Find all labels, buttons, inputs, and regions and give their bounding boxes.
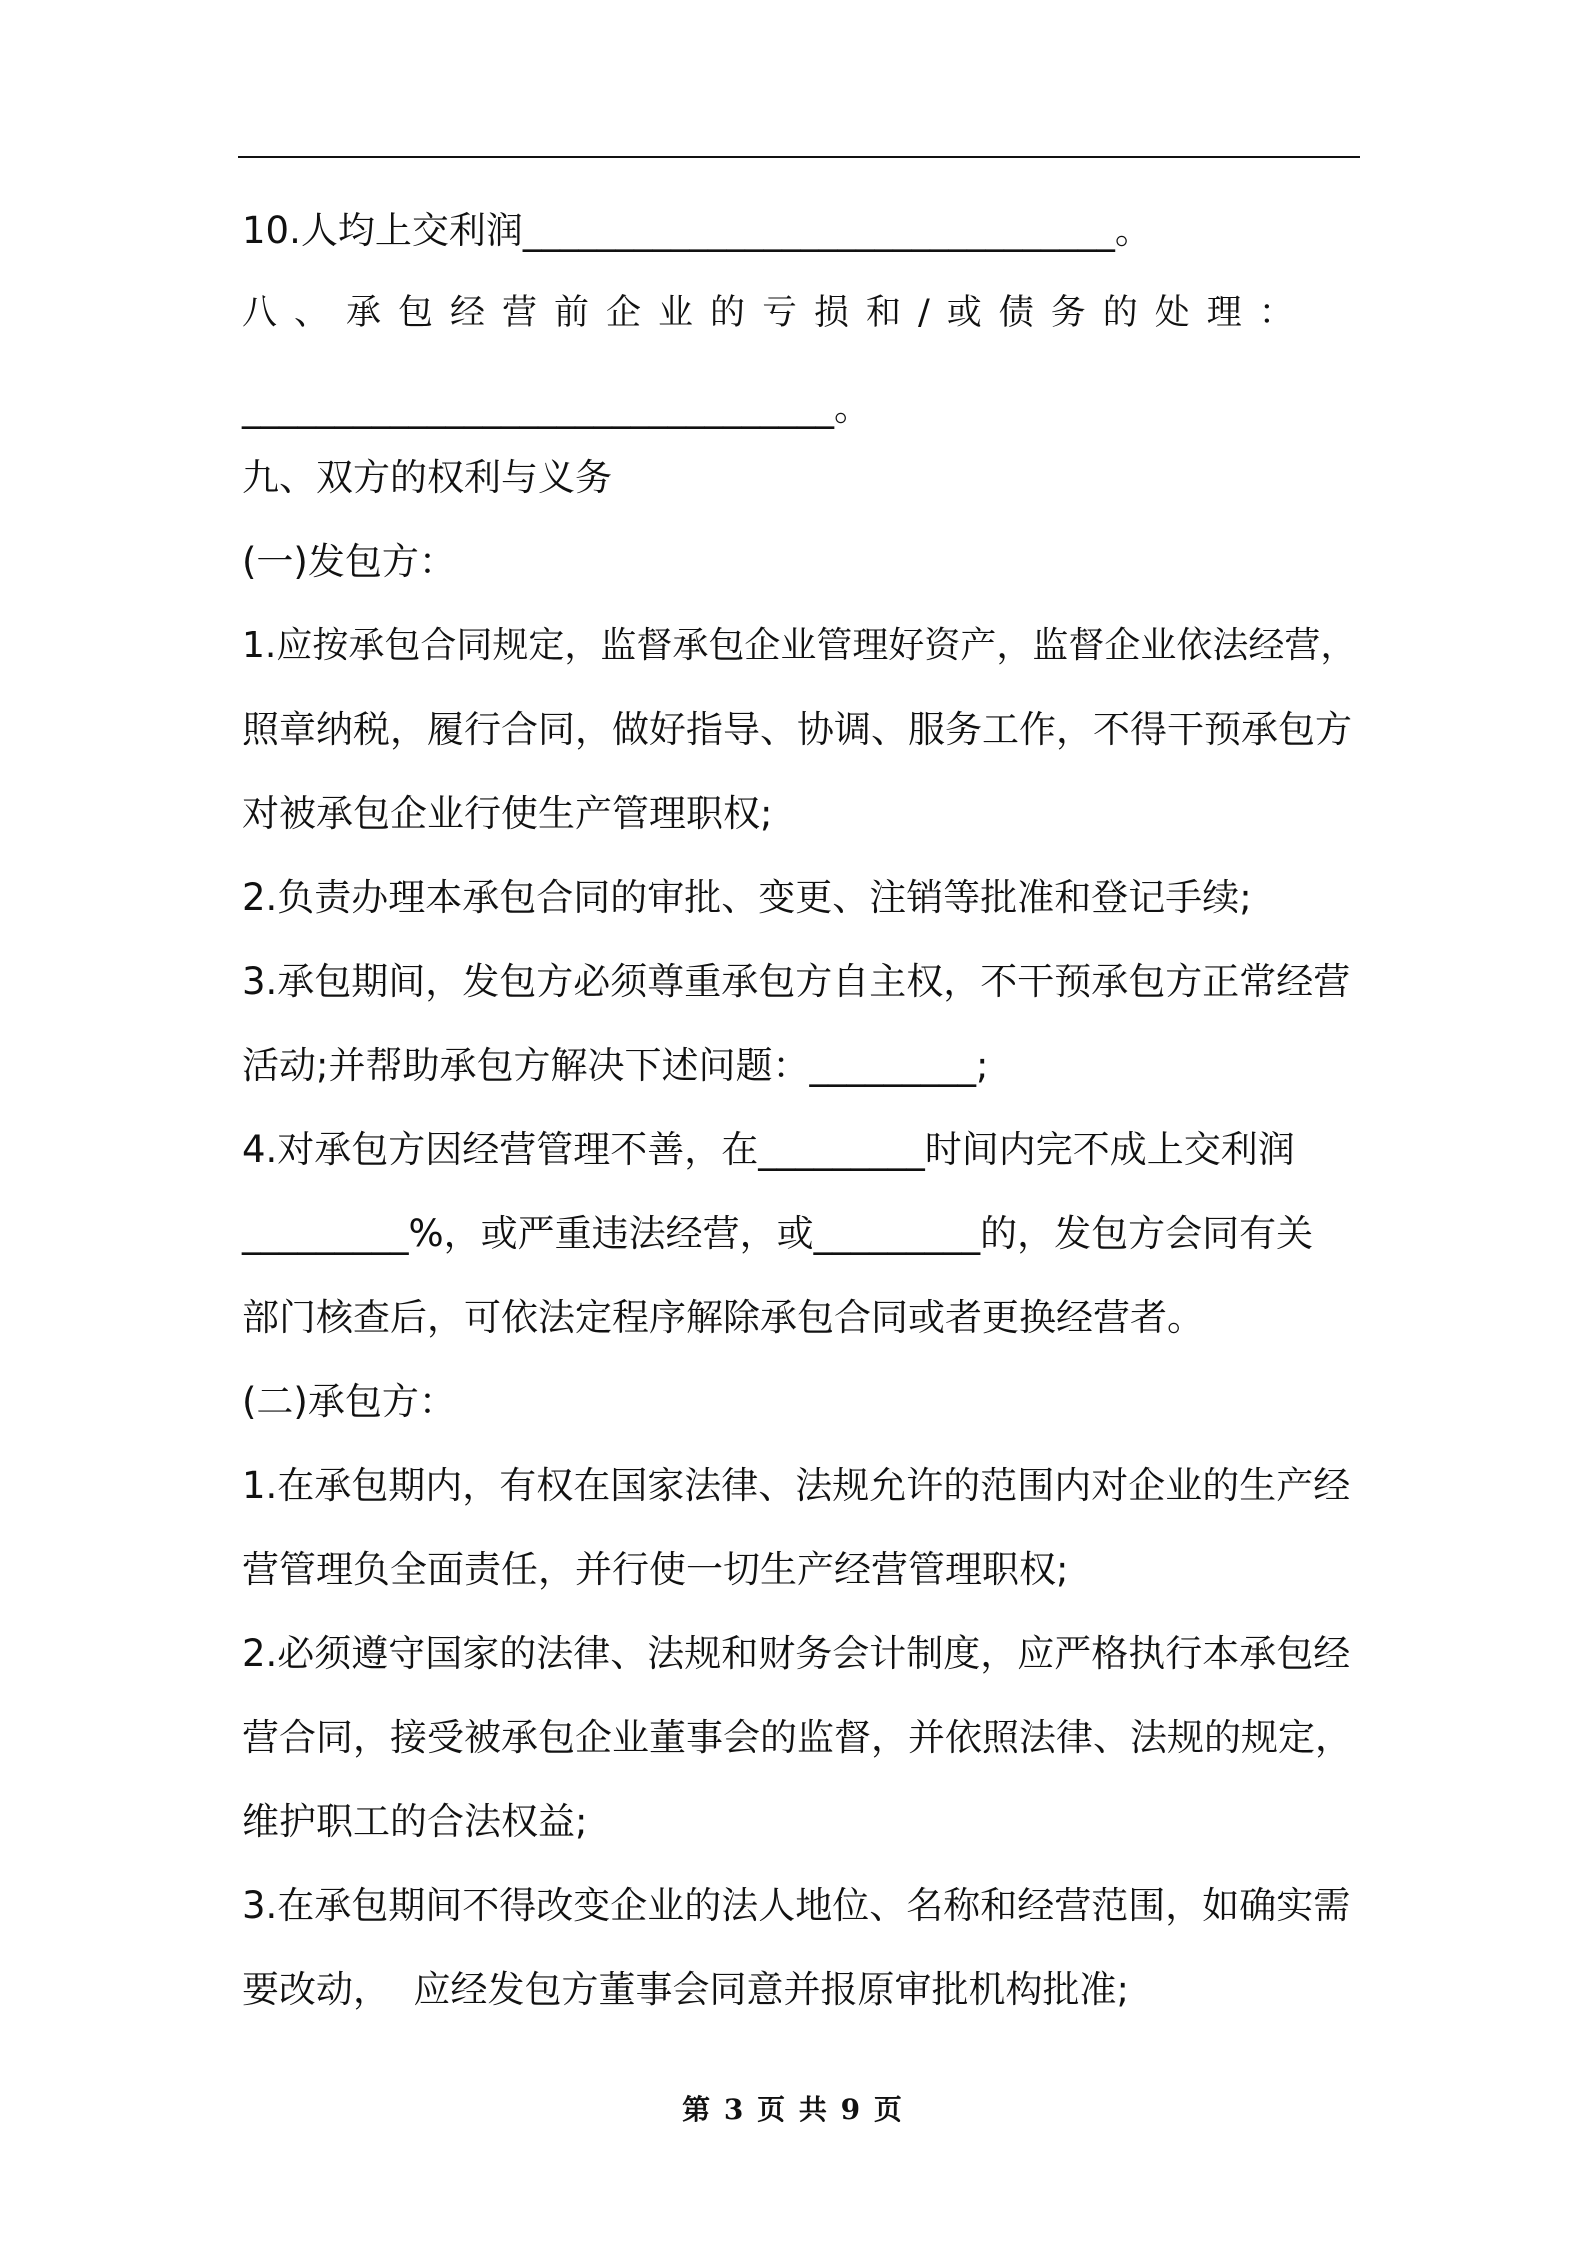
- text-line: 照章纳税，履行合同，做好指导、协调、服务工作，不得干预承包方: [242, 708, 1352, 751]
- text-line: 2.必须遵守国家的法律、法规和财务会计制度，应严格执行本承包经: [242, 1632, 1351, 1675]
- page-number: 第 3 页 共 9 页: [682, 2093, 904, 2126]
- text-line: 3.在承包期间不得改变企业的法人地位、名称和经营范围，如确实需: [242, 1884, 1351, 1927]
- text-line: 2.负责办理本承包合同的审批、变更、注销等批准和登记手续;: [242, 876, 1252, 919]
- text-line: 4.对承包方因经营管理不善，在_________时间内完不成上交利润: [242, 1128, 1295, 1171]
- text-line: 对被承包企业行使生产管理职权;: [242, 792, 773, 835]
- text-line: 营管理负全面责任，并行使一切生产经营管理职权;: [242, 1548, 1069, 1591]
- text-line: 3.承包期间，发包方必须尊重承包方自主权，不干预承包方正常经营: [242, 960, 1351, 1003]
- text-line: 1.应按承包合同规定，监督承包企业管理好资产，监督企业依法经营，: [242, 625, 1357, 666]
- text-line: 10.人均上交利润________________________________。: [242, 209, 1152, 252]
- subsection-heading: (一)发包方：: [242, 540, 456, 583]
- text-line: 营合同，接受被承包企业董事会的监督，并依照法律、法规的规定，: [242, 1716, 1352, 1759]
- section-heading: 九、双方的权利与义务: [242, 456, 612, 499]
- text-line: 1.在承包期内，有权在国家法律、法规允许的范围内对企业的生产经: [242, 1464, 1351, 1507]
- text-line: ________________________________。: [242, 386, 871, 429]
- text-line: 要改动， 应经发包方董事会同意并报原审批机构批准;: [242, 1968, 1129, 2011]
- text-line: 维护职工的合法权益;: [242, 1800, 588, 1843]
- text-line: _________%，或严重违法经营，或_________的，发包方会同有关: [242, 1212, 1314, 1255]
- subsection-heading: (二)承包方：: [242, 1380, 456, 1423]
- header-rule: [238, 156, 1360, 158]
- section-heading: 八、承包经营前企业的亏损和/或债务的处理：: [242, 293, 1311, 333]
- text-line: 活动;并帮助承包方解决下述问题：_________;: [242, 1044, 989, 1087]
- text-line: 部门核查后，可依法定程序解除承包合同或者更换经营者。: [242, 1296, 1204, 1339]
